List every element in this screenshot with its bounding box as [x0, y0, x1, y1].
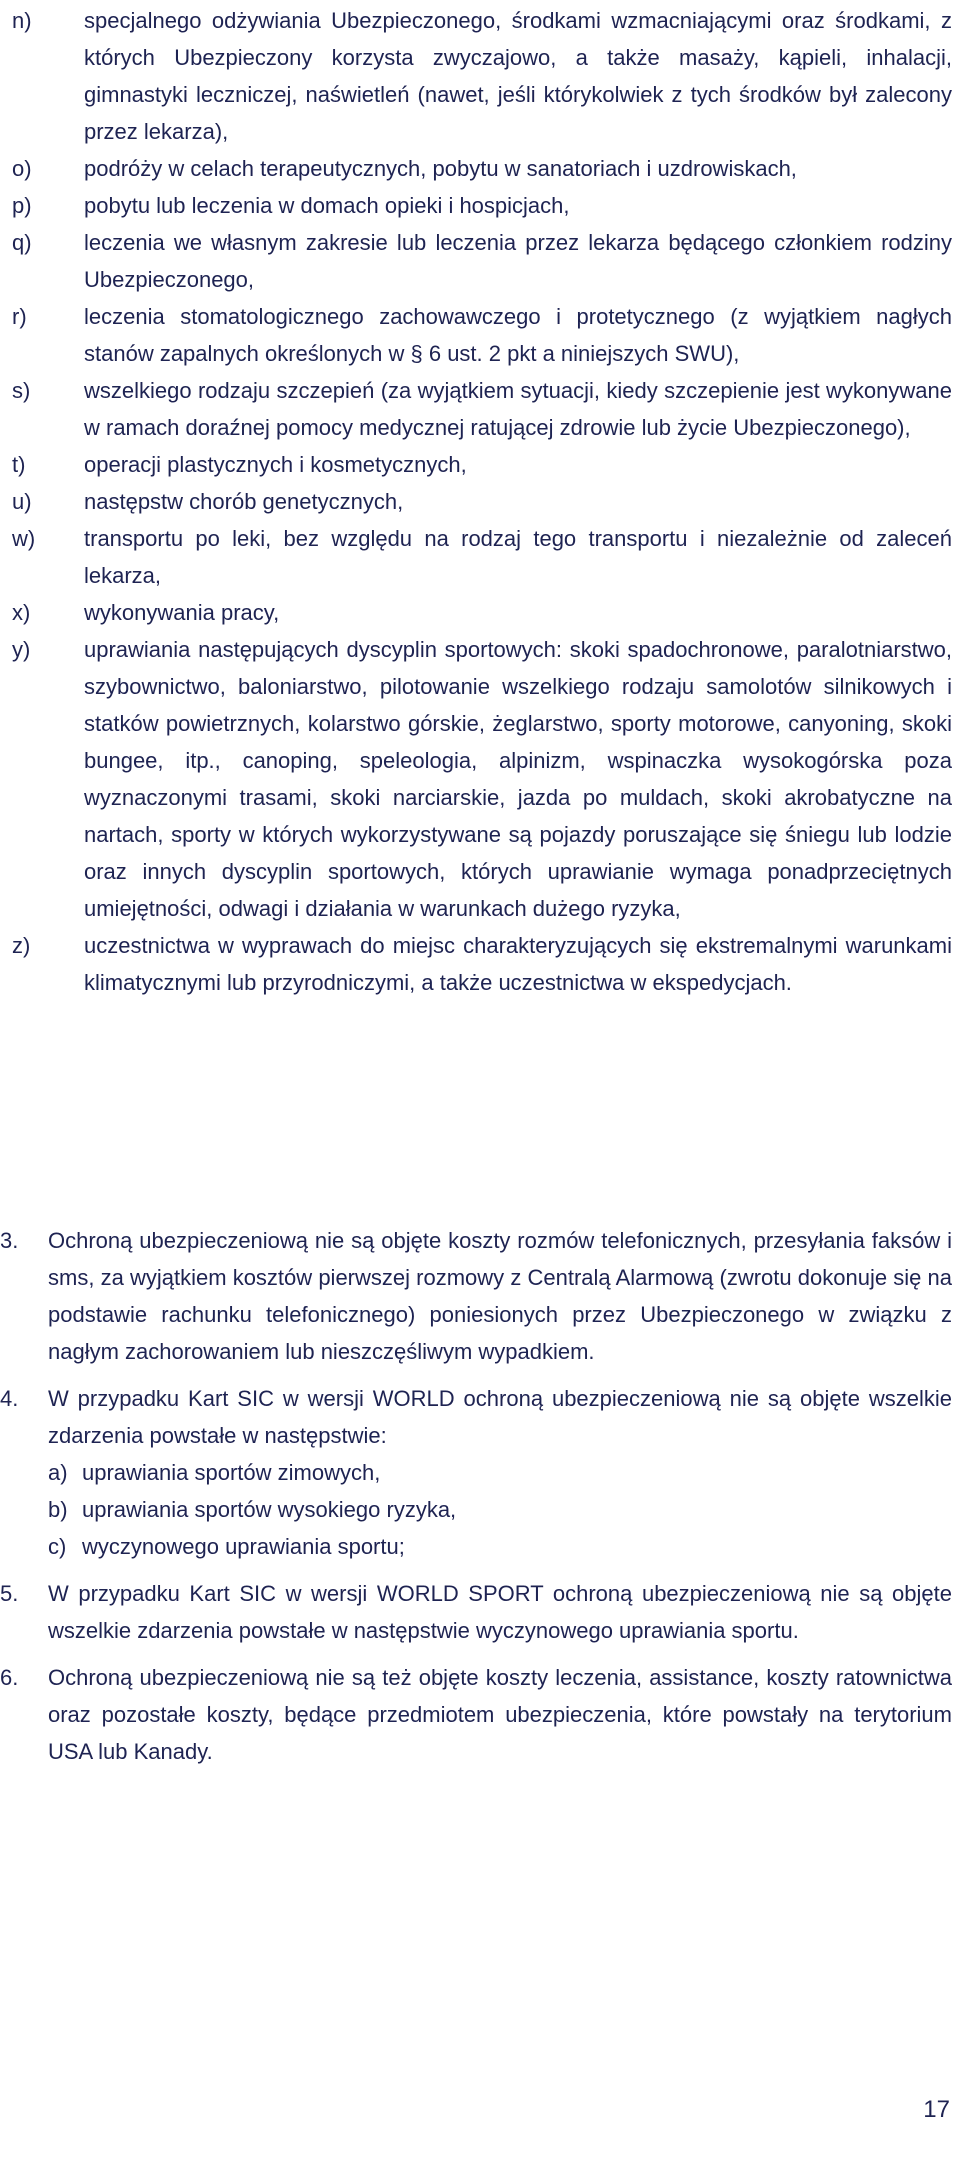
list-item-marker: u)	[12, 489, 32, 514]
numbered-item	[0, 1222, 952, 1370]
list-item-text: leczenia we własnym zakresie lub leczenia przez lekarza będącego członkiem rodziny Ubezpieczonego,	[84, 230, 952, 292]
numbered-item-marker: 3.	[0, 1228, 19, 1253]
numbered-item-text: Ochroną ubezpieczeniową nie są objęte koszty rozmów telefonicznych, przesyłania faksów i sms, za wyjątkiem kosztów pierwszej rozmowy z Centralą Alarmową (zwrotu dokonuje się na podstawie rachunku telefonicznego) poniesionych przez Ubezpieczonego w związku z nagłym zachorowaniem lub nieszczęśliwym wypadkiem.	[48, 1228, 952, 1364]
list-item	[12, 520, 952, 594]
sub-list-item	[48, 1454, 952, 1491]
list-item	[12, 150, 952, 187]
list-item-text: wykonywania pracy,	[84, 600, 280, 625]
list-item-marker: t)	[12, 452, 26, 477]
list-item-marker: w)	[12, 526, 36, 551]
list-item-text: wszelkiego rodzaju szczepień (za wyjątkiem sytuacji, kiedy szczepienie jest wykonywane w ramach doraźnej pomocy medycznej ratującej zdrowie lub życie Ubezpieczonego),	[84, 378, 952, 440]
list-item	[12, 372, 952, 446]
list-item-marker: p)	[12, 193, 32, 218]
list-item	[12, 187, 952, 224]
list-item-text: specjalnego odżywiania Ubezpieczonego, środkami wzmacniającymi oraz środkami, z których Ubezpieczony korzysta zwyczajowo, a także masaży, kąpieli, inhalacji, gimnastyki leczniczej, naświetleń (nawet, jeśli którykolwiek z tych środków był zalecony przez lekarza),	[84, 8, 952, 144]
exclusions-letter-list	[12, 2, 952, 1001]
list-item-marker: o)	[12, 156, 32, 181]
sub-list-item-marker: a)	[48, 1460, 68, 1485]
list-item-text: leczenia stomatologicznego zachowawczego i protetycznego (z wyjątkiem nagłych stanów zapalnych określonych w § 6 ust. 2 pkt a niniejszych SWU),	[84, 304, 952, 366]
list-item	[12, 631, 952, 927]
list-item	[12, 483, 952, 520]
list-item-marker: z)	[12, 933, 31, 958]
sub-list-item	[48, 1491, 952, 1528]
sub-list-item-marker: b)	[48, 1497, 68, 1522]
numbered-item-text: W przypadku Kart SIC w wersji WORLD ochroną ubezpieczeniową nie są objęte wszelkie zdarzenia powstałe w następstwie:	[48, 1386, 952, 1448]
sub-list	[48, 1454, 952, 1565]
numbered-item-marker: 5.	[0, 1581, 19, 1606]
list-item-text: pobytu lub leczenia w domach opieki i hospicjach,	[84, 193, 570, 218]
list-item-text: podróży w celach terapeutycznych, pobytu w sanatoriach i uzdrowiskach,	[84, 156, 797, 181]
list-item-text: operacji plastycznych i kosmetycznych,	[84, 452, 467, 477]
list-item	[12, 446, 952, 483]
list-item	[12, 298, 952, 372]
numbered-item	[0, 1575, 952, 1649]
numbered-item	[0, 1659, 952, 1770]
sub-list-item-text: uprawiania sportów wysokiego ryzyka,	[82, 1497, 457, 1522]
list-item	[12, 594, 952, 631]
list-item-text: transportu po leki, bez względu na rodzaj tego transportu i niezależnie od zaleceń lekarza,	[84, 526, 952, 588]
list-item-marker: s)	[12, 378, 31, 403]
exclusions-numbered-list	[0, 1222, 952, 1780]
sub-list-item-text: wyczynowego uprawiania sportu;	[82, 1534, 405, 1559]
list-item-marker: n)	[12, 8, 32, 33]
numbered-item-marker: 6.	[0, 1665, 19, 1690]
list-item-marker: x)	[12, 600, 31, 625]
list-item-marker: r)	[12, 304, 27, 329]
numbered-item-text: W przypadku Kart SIC w wersji WORLD SPORT ochroną ubezpieczeniową nie są objęte wszelkie zdarzenia powstałe w następstwie wyczynowego uprawiania sportu.	[48, 1581, 952, 1643]
list-item	[12, 2, 952, 150]
list-item-text: następstw chorób genetycznych,	[84, 489, 404, 514]
list-item	[12, 224, 952, 298]
numbered-item-text: Ochroną ubezpieczeniową nie są też objęte koszty leczenia, assistance, koszty ratownictwa oraz pozostałe koszty, będące przedmiotem ubezpieczenia, które powstały na terytorium USA lub Kanady.	[48, 1665, 952, 1764]
sub-list-item-text: uprawiania sportów zimowych,	[82, 1460, 381, 1485]
list-item-text: uczestnictwa w wyprawach do miejsc charakteryzujących się ekstremalnymi warunkami klimatycznymi lub przyrodniczymi, a także uczestnictwa w ekspedycjach.	[84, 933, 952, 995]
list-item-marker: q)	[12, 230, 32, 255]
numbered-item-marker: 4.	[0, 1386, 19, 1411]
sub-list-item-marker: c)	[48, 1534, 67, 1559]
numbered-item	[0, 1380, 952, 1565]
list-item-marker: y)	[12, 637, 31, 662]
sub-list-item	[48, 1528, 952, 1565]
page-number: 17	[923, 2096, 950, 2123]
list-item-text: uprawiania następujących dyscyplin sportowych: skoki spadochronowe, paralotniarstwo, szybownictwo, baloniarstwo, pilotowanie wszelkiego rodzaju samolotów silnikowych i statków powietrznych, kolarstwo górskie, żeglarstwo, sporty motorowe, canyoning, skoki bungee, itp., canoping, speleologia, alpinizm, wspinaczka wysokogórska poza wyznaczonymi trasami, skoki narciarskie, jazda po muldach, skoki akrobatyczne na nartach, sporty w których wykorzystywane są pojazdy poruszające się śniegu lub lodzie oraz innych dyscyplin sportowych, których uprawianie wymaga ponadprzeciętnych umiejętności, odwagi i działania w warunkach dużego ryzyka,	[84, 637, 952, 921]
list-item	[12, 927, 952, 1001]
